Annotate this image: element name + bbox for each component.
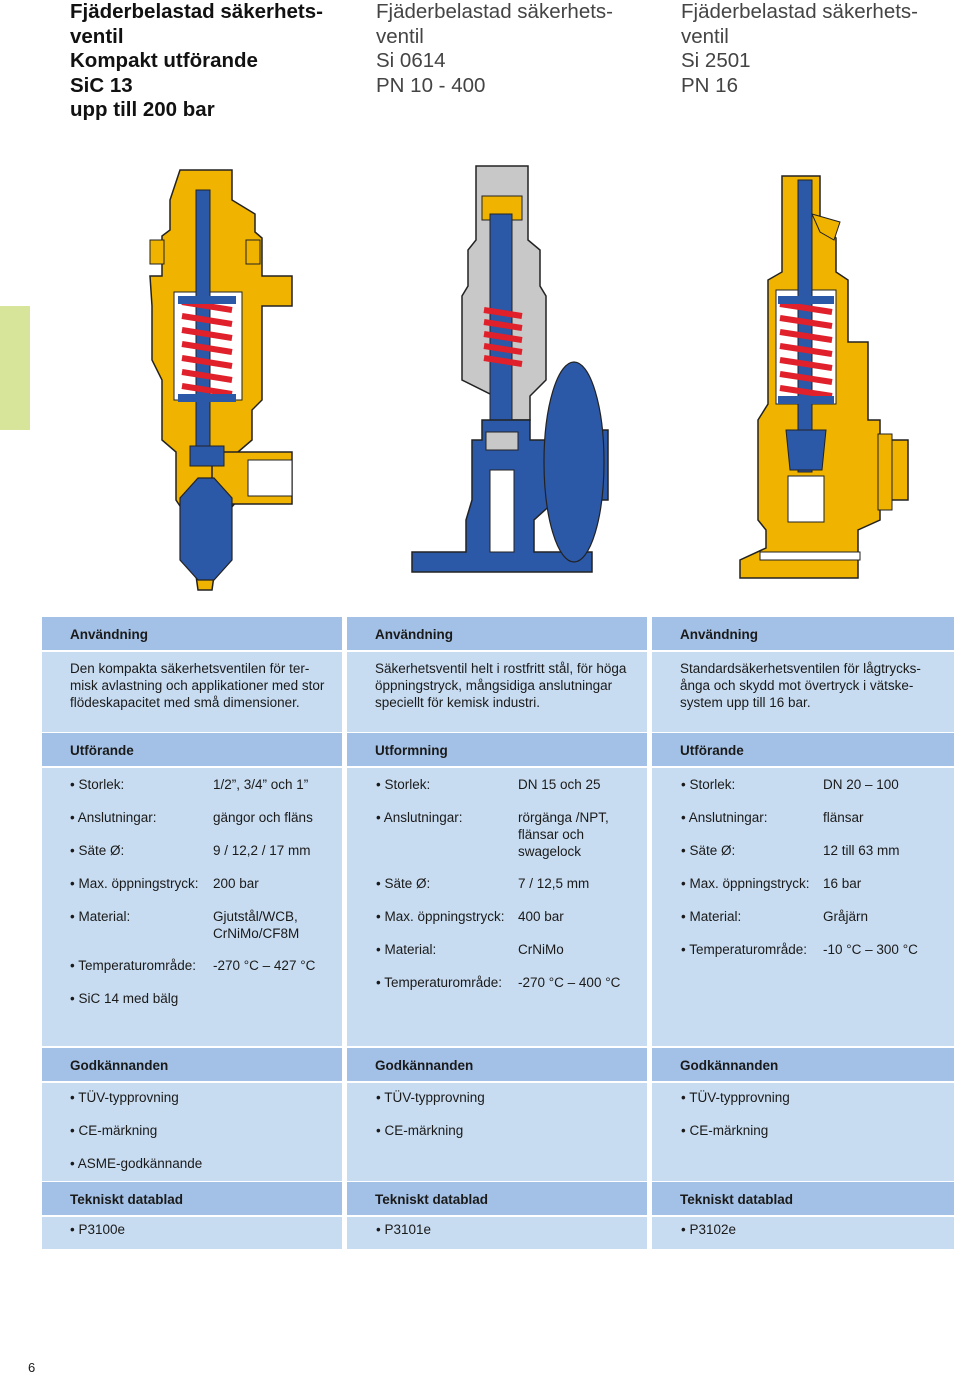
- datablad-header-2: Tekniskt datablad: [375, 1192, 489, 1207]
- anvandning-header-row: [42, 617, 954, 650]
- anvandning-text-3-line: ånga och skydd mot övertryck i vätske-: [680, 678, 914, 693]
- spec-label: • SiC 14 med bälg: [70, 991, 179, 1006]
- spec-label: • Max. öppningstryck:: [70, 876, 199, 891]
- title-sic13: Fjäderbelastad säkerhets- ventil Kompakt utförande SiC 13 upp till 200 bar: [70, 0, 323, 121]
- utforande-header-row: [42, 733, 954, 766]
- spec-label: • Säte Ø:: [681, 843, 736, 858]
- anvandning-header-3: Användning: [680, 627, 758, 642]
- spec-value: swagelock: [518, 844, 582, 859]
- spec-label: • Storlek:: [70, 777, 125, 792]
- spec-label: • Material:: [376, 942, 437, 957]
- approval-item: • CE-märkning: [70, 1123, 158, 1138]
- spec-value: gängor och fläns: [213, 810, 313, 825]
- anvandning-text-2-line: Säkerhetsventil helt i rostfritt stål, för höga: [375, 661, 627, 676]
- datasheet-item: • P3100e: [70, 1222, 126, 1237]
- datablad-header-3: Tekniskt datablad: [680, 1192, 794, 1207]
- datablad-header-1: Tekniskt datablad: [70, 1192, 184, 1207]
- datablad-body-row: [42, 1217, 954, 1249]
- spec-value: Gjutstål/WCB,: [213, 909, 298, 924]
- spec-label: • Material:: [681, 909, 742, 924]
- page-number: 6: [28, 1360, 36, 1375]
- godkannanden-header-row: [42, 1048, 954, 1081]
- spec-value: -10 °C – 300 °C: [823, 942, 918, 957]
- approval-item: • ASME-godkännande: [70, 1156, 203, 1171]
- approval-item: • CE-märkning: [376, 1123, 464, 1138]
- spec-value: 400 bar: [518, 909, 564, 924]
- spec-value: -270 °C – 400 °C: [518, 975, 621, 990]
- valve-si0614-drawing: [412, 166, 608, 572]
- utforande-header-3: Utförande: [680, 743, 744, 758]
- godkannanden-header-2: Godkännanden: [375, 1058, 474, 1073]
- godkannanden-header-1: Godkännanden: [70, 1058, 169, 1073]
- utforande-header-1: Utförande: [70, 743, 134, 758]
- anvandning-text-3-line: system upp till 16 bar.: [680, 695, 811, 710]
- valve-drawings: [0, 150, 960, 610]
- anvandning-header-2: Användning: [375, 627, 453, 642]
- spec-label: • Anslutningar:: [376, 810, 463, 825]
- approval-item: • TÜV-typprovning: [376, 1090, 485, 1105]
- spec-value: -270 °C – 427 °C: [213, 958, 316, 973]
- approval-item: • CE-märkning: [681, 1123, 769, 1138]
- anvandning-header-1: Användning: [70, 627, 148, 642]
- datasheet-item: • P3101e: [376, 1222, 432, 1237]
- spec-label: • Temperaturområde:: [681, 942, 808, 957]
- spec-value: rörgänga /NPT,: [518, 810, 609, 825]
- approval-item: • TÜV-typprovning: [681, 1090, 790, 1105]
- spec-value: 9 / 12,2 / 17 mm: [213, 843, 311, 858]
- spec-label: • Temperaturområde:: [376, 975, 503, 990]
- spec-value: DN 20 – 100: [823, 777, 899, 792]
- spec-label: • Anslutningar:: [681, 810, 768, 825]
- spec-label: • Storlek:: [681, 777, 736, 792]
- spec-value: CrNiMo: [518, 942, 564, 957]
- spec-label: • Storlek:: [376, 777, 431, 792]
- approval-item: • TÜV-typprovning: [70, 1090, 179, 1105]
- utforande-header-2: Utformning: [375, 743, 448, 758]
- anvandning-text-1-line: flödeskapacitet med små dimensioner.: [70, 695, 300, 710]
- spec-label: • Säte Ø:: [70, 843, 125, 858]
- spec-value: 200 bar: [213, 876, 259, 891]
- spec-value: 16 bar: [823, 876, 862, 891]
- spec-value: 7 / 12,5 mm: [518, 876, 590, 891]
- anvandning-text-2-line: öppningstryck, mångsidiga anslutningar: [375, 678, 613, 693]
- anvandning-text-3-line: Standardsäkerhetsventilen för lågtrycks-: [680, 661, 921, 676]
- anvandning-text-2-line: speciellt för kemisk industri.: [375, 695, 541, 710]
- spec-label: • Temperaturområde:: [70, 958, 197, 973]
- spec-value: CrNiMo/CF8M: [213, 926, 300, 941]
- datablad-header-row: [42, 1182, 954, 1215]
- spec-label: • Anslutningar:: [70, 810, 157, 825]
- spec-value: flänsar: [823, 810, 864, 825]
- spec-value: flänsar och: [518, 827, 585, 842]
- spec-value: 1/2”, 3/4” och 1”: [213, 777, 309, 792]
- title-si0614: Fjäderbelastad säkerhets- ventil Si 0614 PN 10 - 400: [376, 0, 614, 97]
- anvandning-body-row: [42, 652, 954, 732]
- spec-value: Gråjärn: [823, 909, 869, 924]
- spec-value: 12 till 63 mm: [823, 843, 900, 858]
- spec-label: • Material:: [70, 909, 131, 924]
- title-si2501: Fjäderbelastad säkerhets- ventil Si 2501 PN 16: [681, 0, 919, 97]
- valve-sic13-drawing: [150, 170, 292, 590]
- spec-label: • Max. öppningstryck:: [376, 909, 505, 924]
- utforande-body-row: [42, 768, 954, 1046]
- valve-si2501-drawing: [740, 176, 908, 578]
- spec-label: • Säte Ø:: [376, 876, 431, 891]
- anvandning-text-1-line: Den kompakta säkerhetsventilen för ter-: [70, 661, 310, 676]
- godkannanden-header-3: Godkännanden: [680, 1058, 779, 1073]
- datasheet-item: • P3102e: [681, 1222, 737, 1237]
- spec-value: DN 15 och 25: [518, 777, 601, 792]
- spec-label: • Max. öppningstryck:: [681, 876, 810, 891]
- anvandning-text-1-line: misk avlastning och applikationer med stor: [70, 678, 325, 693]
